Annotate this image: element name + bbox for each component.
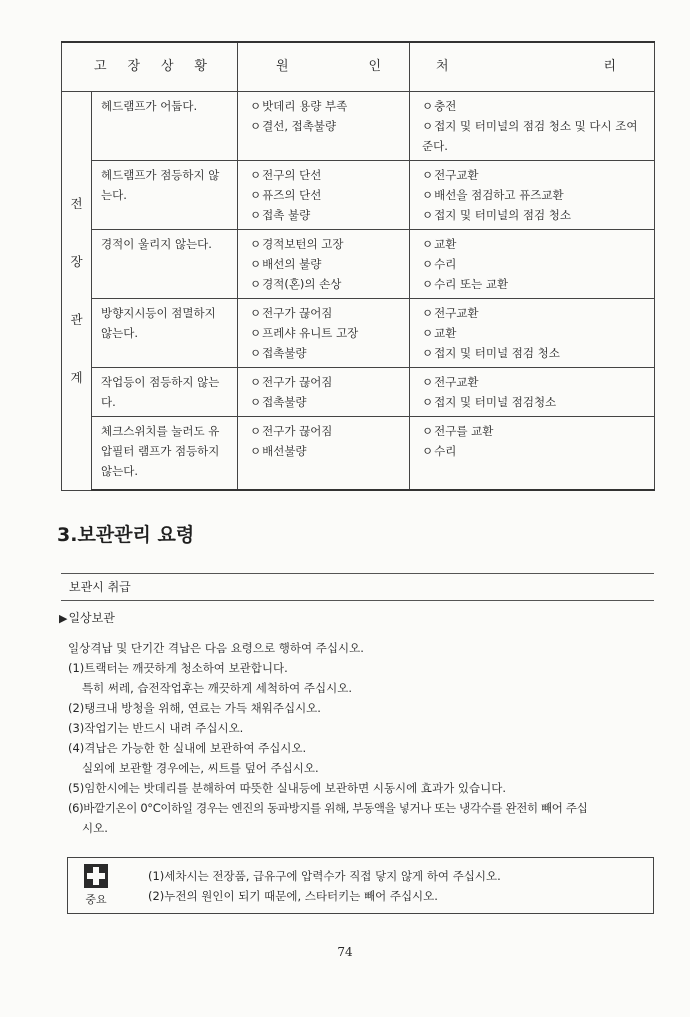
action-cell: ㅇ전구교환 ㅇ배선을 점검하고 퓨즈교환 ㅇ접지 및 터미널의 점검 청소 <box>410 161 655 230</box>
header-cause: 원 인 <box>238 42 410 92</box>
daily-storage-title: 일상보관 <box>68 611 115 625</box>
important-badge <box>78 862 114 908</box>
first-aid-cross-icon <box>84 864 108 888</box>
triangle-marker-icon: ▶ <box>59 612 68 625</box>
daily-storage-heading <box>59 609 115 626</box>
fault-table <box>61 41 655 491</box>
header-action: 처 리 <box>410 42 655 92</box>
symptom-cell: 작업등이 점등하지 않는다. <box>92 368 238 417</box>
table-header-row <box>62 42 655 92</box>
section-title: 3.보관관리 요령 <box>57 524 195 546</box>
action-cell: ㅇ충전 ㅇ접지 및 터미널의 점검 청소 및 다시 조여준다. <box>410 92 655 161</box>
subheading-label: 보관시 취급 <box>69 580 131 594</box>
instruction-line: (1)트랙터는 깨끗하게 청소하여 보관합니다. <box>68 661 288 675</box>
instruction-line: 실외에 보관할 경우에는, 씨트를 덮어 주십시오. <box>82 761 319 775</box>
cause-cell: ㅇ전구가 끊어짐 ㅇ접촉불량 <box>238 368 410 417</box>
instruction-line: (5)임한시에는 밧데리를 분해하여 따뜻한 실내등에 보관하면 시동시에 효과가 있습니다. <box>68 781 507 795</box>
important-notice <box>67 857 654 914</box>
important-label: 중요 <box>85 893 107 906</box>
instruction-line: (6)바깥기온이 0°C이하일 경우는 엔진의 동파방지를 위해, 부동액을 넣거나 또는 냉각수를 완전히 빼어 주십 <box>68 801 588 815</box>
cause-cell: ㅇ전구가 끊어짐 ㅇ프레샤 유니트 고장 ㅇ접촉불량 <box>238 299 410 368</box>
important-line: (2)누전의 원인이 되기 때문에, 스타터키는 빼어 주십시오. <box>148 889 438 903</box>
table-row <box>62 368 655 417</box>
important-lines <box>148 866 501 906</box>
symptom-cell: 헤드램프가 점등하지 않는다. <box>92 161 238 230</box>
table-row <box>62 92 655 161</box>
action-cell: ㅇ교환 ㅇ수리 ㅇ수리 또는 교환 <box>410 230 655 299</box>
instruction-line: (3)작업기는 반드시 내려 주십시오. <box>68 721 244 735</box>
symptom-cell: 방향지시등이 점멸하지 않는다. <box>92 299 238 368</box>
symptom-cell: 체크스위치를 눌러도 유압필터 램프가 점등하지 않는다. <box>92 417 238 491</box>
action-cell: ㅇ전구교환 ㅇ접지 및 터미널 점검청소 <box>410 368 655 417</box>
action-cell: ㅇ전구를 교환 ㅇ수리 <box>410 417 655 491</box>
storage-instructions <box>68 638 658 838</box>
important-line: (1)세차시는 전장품, 급유구에 압력수가 직접 닿지 않게 하여 주십시오. <box>148 869 501 883</box>
symptom-cell: 헤드램프가 어둡다. <box>92 92 238 161</box>
subheading-bar <box>61 573 654 601</box>
instruction-line: (4)격납은 가능한 한 실내에 보관하여 주십시오. <box>68 741 307 755</box>
cause-cell: ㅇ경적보턴의 고장 ㅇ배선의 불량 ㅇ경적(혼)의 손상 <box>238 230 410 299</box>
page-number: 74 <box>337 945 353 959</box>
header-symptom: 고 장 상 황 <box>62 42 238 92</box>
table-row <box>62 230 655 299</box>
cause-cell: ㅇ밧데리 용량 부족 ㅇ결선, 접촉불량 <box>238 92 410 161</box>
table-row <box>62 417 655 491</box>
symptom-cell: 경적이 울리지 않는다. <box>92 230 238 299</box>
instruction-line: 시오. <box>82 821 108 835</box>
table-row <box>62 299 655 368</box>
action-cell: ㅇ전구교환 ㅇ교환 ㅇ접지 및 터미널 점검 청소 <box>410 299 655 368</box>
category-electrical: 전 장 관 계 <box>62 92 92 491</box>
instruction-line: 일상격납 및 단기간 격납은 다음 요령으로 행하여 주십시오. <box>68 641 364 655</box>
cause-cell: ㅇ전구의 단선 ㅇ퓨즈의 단선 ㅇ접촉 불량 <box>238 161 410 230</box>
instruction-line: (2)탱크내 방청을 위해, 연료는 가득 채워주십시오. <box>68 701 321 715</box>
instruction-line: 특히 써레, 습전작업후는 깨끗하게 세척하여 주십시오. <box>82 681 352 695</box>
table-row <box>62 161 655 230</box>
cause-cell: ㅇ전구가 끊어짐 ㅇ배선불량 <box>238 417 410 491</box>
